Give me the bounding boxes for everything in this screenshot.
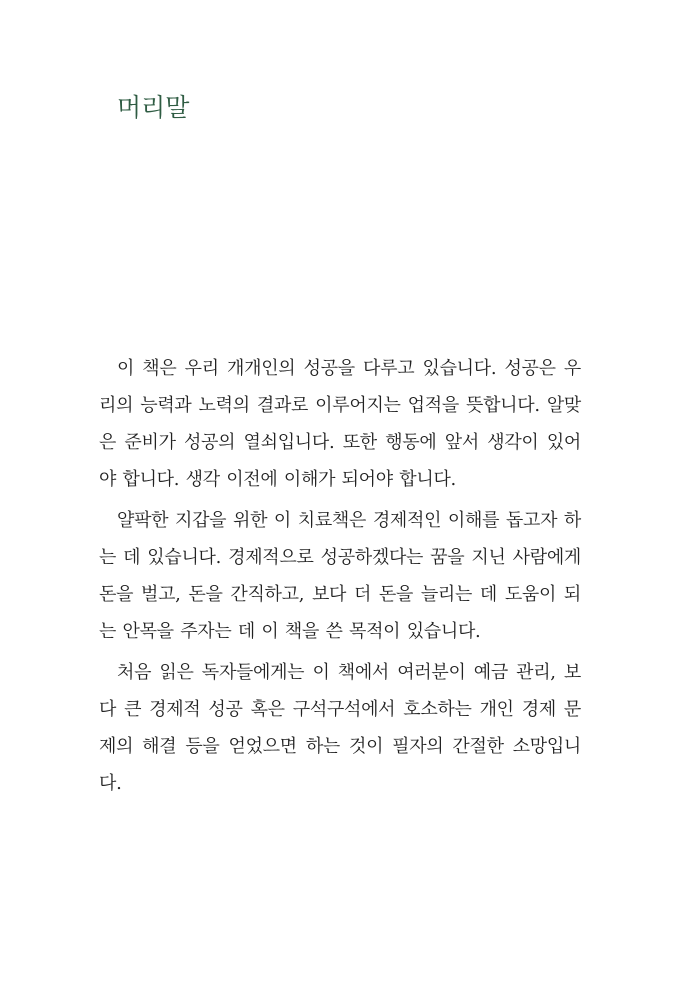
paragraph-1: 이 책은 우리 개개인의 성공을 다루고 있습니다. 성공은 우리의 능력과 노력의 결과로 이루어지는 업적을 뜻합니다. 알맞은 준비가 성공의 열쇠입니다. 또한 행동에 앞서 생각이 있어야 합니다. 생각 이전에 이해가 되어야 합니다. <box>99 358 581 490</box>
paragraph-3: 처음 읽은 독자들에게는 이 책에서 여러분이 예금 관리, 보다 큰 경제적 성공 혹은 구석구석에서 호소하는 개인 경제 문제의 해결 등을 얻었으면 하는 것이 필자의 간절한 소망입니다. <box>99 662 581 794</box>
preface-body <box>99 350 581 806</box>
page-title: 머리말 <box>117 93 190 122</box>
paragraph-2: 얄팍한 지갑을 위한 이 치료책은 경제적인 이해를 돕고자 하는 데 있습니다. 경제적으로 성공하겠다는 꿈을 지닌 사람에게 돈을 벌고, 돈을 간직하고, 보다 더 돈을 늘리는 데 도움이 되는 안목을 주자는 데 이 책을 쓴 목적이 있습니다. <box>99 510 581 642</box>
